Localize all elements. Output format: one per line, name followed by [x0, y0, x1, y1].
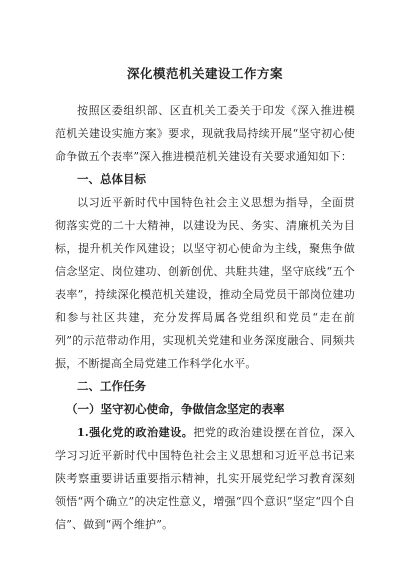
- goals-paragraph: 以习近平新时代中国特色社会主义思想为指导，全面贯彻落实党的二十大精神，以建设为民、务实、清廉机关为目标，提升机关作风建设；以坚守初心使命为主线，聚焦争做信念坚定、岗位建功、创新创优、共駐共建，坚守底线“五个表率”，持续深化模范机关建设，推动全局党员干部岗位建功和参与社区共建，充分发挥局属各党组织和党员“走在前列”的示范带动作用，实现机关党建和业务深度融合、同频共振，不断提高全局党建工作科学化水平。: [55, 196, 355, 370]
- task-item-1-body: 把党的政治建设摆在首位，深入学习习近平新时代中国特色社会主义思想和习近平总书记来陕考察重要讲话重要指示精神，扎实开展党纪学习教育深刻领悟“两个确立”的决定性意义，增强“四个意识”坚定“四个自信”、做到“两个维护”。: [55, 426, 355, 531]
- intro-paragraph: 按照区委组织部、区直机关工委关于印发《深入推进模范机关建设实施方案》要求，现就我局持续开展“坚守初心使命争做五个表率”深入推进模范机关建设有关要求通知如下：: [55, 104, 355, 163]
- document-title: 深化模范机关建设工作方案: [126, 66, 283, 81]
- task-item-1-lead: 1.强化党的政治建设。: [77, 426, 194, 439]
- section-heading-goals: 一、总体目标: [77, 172, 146, 186]
- task-item-1: [55, 421, 355, 536]
- section-heading-tasks: 二、工作任务: [77, 379, 146, 393]
- subsection-heading-1: （一）坚守初心使命，争做信念坚定的表率: [66, 402, 285, 416]
